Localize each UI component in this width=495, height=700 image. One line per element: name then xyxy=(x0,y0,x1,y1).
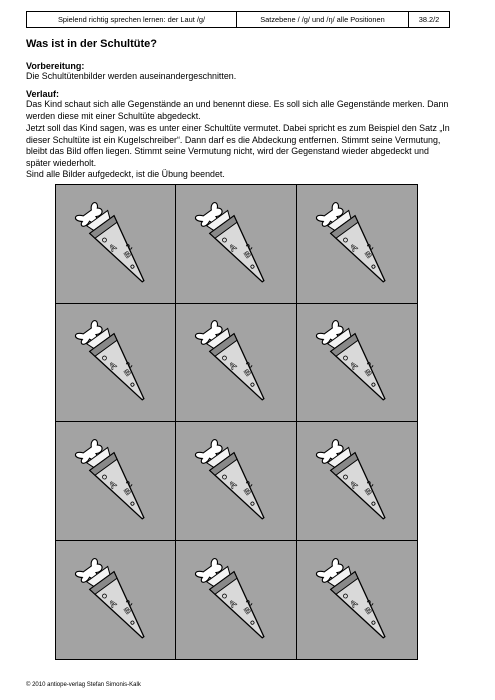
cone-letter-a: A xyxy=(227,478,239,491)
cone-letter-b: B xyxy=(242,605,253,616)
cone-card[interactable] xyxy=(176,541,296,660)
worksheet-header xyxy=(26,11,450,28)
cone-card[interactable] xyxy=(176,185,296,304)
page-title: Was ist in der Schultüte? xyxy=(26,38,157,50)
cone-letter-b: B xyxy=(363,486,374,497)
card-grid xyxy=(55,184,418,660)
cone-card[interactable] xyxy=(176,422,296,541)
cone-letter-a: A xyxy=(227,359,239,372)
cone-letter-b: B xyxy=(122,486,133,497)
cone-letter-a: A xyxy=(106,597,118,610)
procedure-paragraph-3: Sind alle Bilder aufgedeckt, ist die Übung beendet. xyxy=(26,169,225,179)
cone-card[interactable] xyxy=(297,304,417,423)
school-cone-icon xyxy=(190,312,282,412)
cone-card[interactable] xyxy=(297,541,417,660)
cone-letter-a: A xyxy=(106,478,118,491)
copyright-footer: © 2010 antiope-verlag Stefan Simonis-Kalk xyxy=(26,682,141,688)
cone-letter-b: B xyxy=(242,486,253,497)
header-page-number: 38.2/2 xyxy=(418,15,440,24)
header-level: Satzebene / /g/ und /ŋ/ alle Positionen xyxy=(237,12,409,27)
cone-letter-a: A xyxy=(106,359,118,372)
procedure-paragraph-1: Das Kind schaut sich alle Gegenstände an und benennt diese. Es soll sich alle Gegenstände merken. Dann werden diese mit einer Schultüte abgedeckt. xyxy=(26,99,449,121)
school-cone-icon xyxy=(311,312,403,412)
cone-letter-b: B xyxy=(363,367,374,379)
procedure-paragraph-2: Jetzt soll das Kind sagen, was es unter einer Schultüte vermutet. Dabei spricht es zum Beispiel den Satz „In dieser Schultüte ist ein Kugelschreiber“. Dann darf es die Abdeckung entfernen. Stimmt seine Vermutung, bleibt das Bild offen liegen. Stimmt seine Vermutung nicht, wird der Gegenstand wieder abgedeckt und später wiederholt. xyxy=(26,123,450,168)
cone-card[interactable] xyxy=(56,304,176,423)
cone-letter-a: A xyxy=(348,597,360,610)
school-cone-icon xyxy=(70,431,162,531)
cone-letter-a: A xyxy=(348,241,360,254)
cone-letter-a: A xyxy=(348,359,360,372)
cone-letter-a: A xyxy=(227,597,239,610)
cone-letter-a: A xyxy=(106,241,118,254)
school-cone-icon xyxy=(190,194,282,294)
school-cone-icon xyxy=(70,550,162,650)
school-cone-icon xyxy=(70,312,162,412)
school-cone-icon xyxy=(311,431,403,531)
cone-letter-b: B xyxy=(122,605,133,616)
school-cone-icon xyxy=(311,194,403,294)
cone-letter-a: A xyxy=(348,478,360,491)
preparation-text: Die Schultütenbilder werden auseinandergeschnitten. xyxy=(26,71,237,81)
header-series-title: Spielend richtig sprechen lernen: der Laut /g/ xyxy=(27,12,237,27)
cone-card[interactable] xyxy=(56,185,176,304)
cone-card[interactable] xyxy=(176,304,296,423)
cone-letter-a: A xyxy=(227,241,239,254)
cone-letter-b: B xyxy=(363,605,374,616)
school-cone-icon xyxy=(190,431,282,531)
cone-letter-b: B xyxy=(242,367,253,379)
cone-letter-b: B xyxy=(122,249,133,260)
cone-card[interactable] xyxy=(56,541,176,660)
cone-letter-b: B xyxy=(363,249,374,260)
school-cone-icon xyxy=(311,550,403,650)
school-cone-icon xyxy=(190,550,282,650)
preparation-heading: Vorbereitung: xyxy=(26,61,85,71)
cone-card[interactable] xyxy=(56,422,176,541)
cone-card[interactable] xyxy=(297,185,417,304)
procedure-heading: Verlauf: xyxy=(26,89,60,99)
cone-letter-b: B xyxy=(122,367,133,379)
cone-card[interactable] xyxy=(297,422,417,541)
cone-letter-b: B xyxy=(242,249,253,260)
school-cone-icon xyxy=(70,194,162,294)
